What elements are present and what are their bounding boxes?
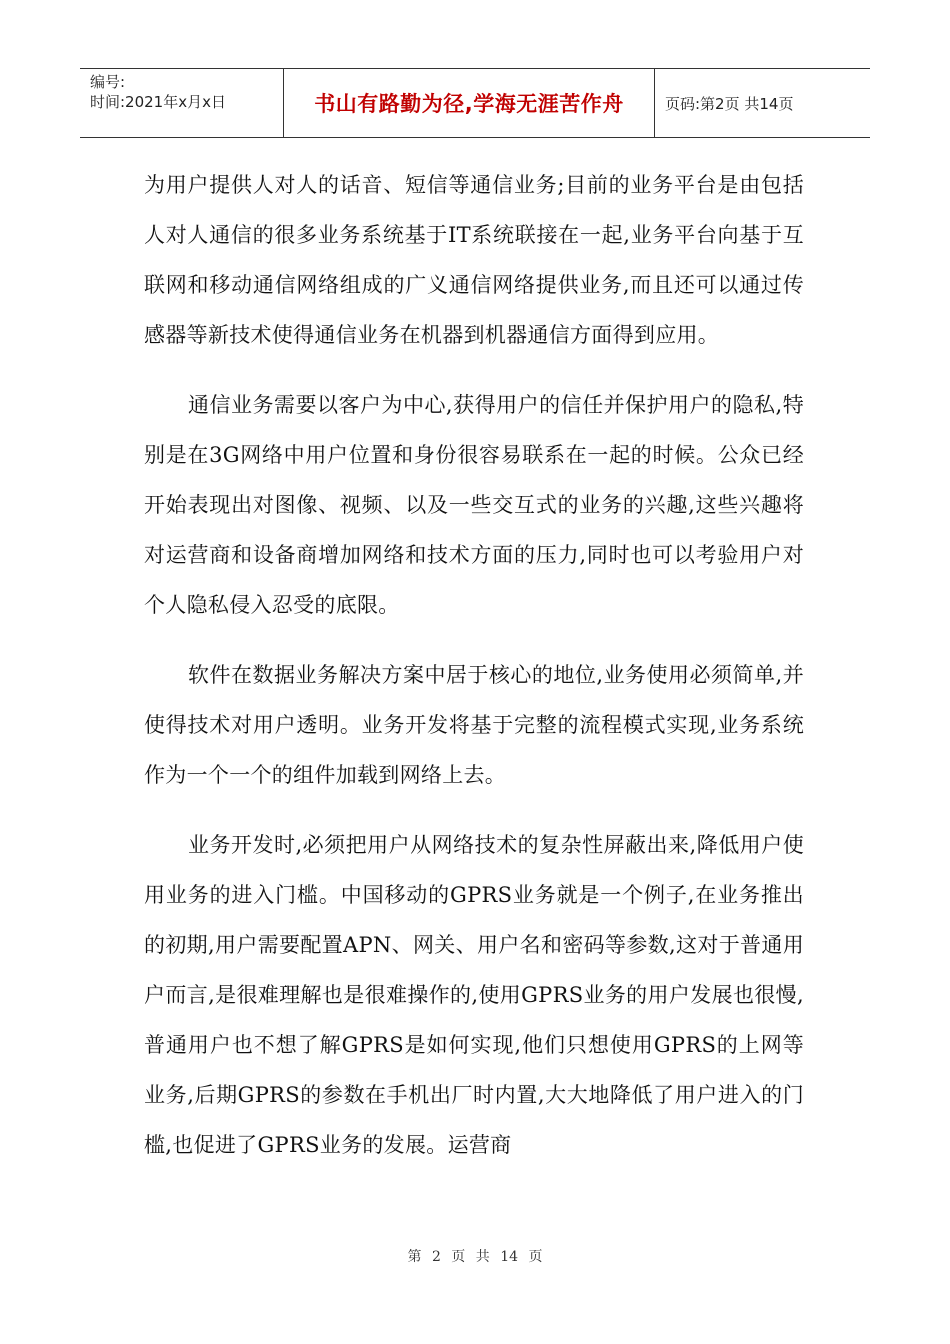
paragraph-1: 为用户提供人对人的话音、短信等通信业务;目前的业务平台是由包括人对人通信的很多业务系统基于IT系统联接在一起,业务平台向基于互联网和移动通信网络组成的广义通信网络提供业务,而且还可以通过传感器等新技术使得通信业务在机器到机器通信方面得到应用。 [144, 173, 804, 347]
header-meta-cell [80, 69, 284, 137]
paragraph-2: 通信业务需要以客户为中心,获得用户的信任并保护用户的隐私,特别是在3G网络中用户位置和身份很容易联系在一起的时候。公众已经开始表现出对图像、视频、以及一些交互式的业务的兴趣,这些兴趣将对运营商和设备商增加网络和技术方面的压力,同时也可以考验用户对个人隐私侵入忍受的底限。 [144, 393, 804, 617]
paragraph-4: 业务开发时,必须把用户从网络技术的复杂性屏蔽出来,降低用户使用业务的进入门槛。中国移动的GPRS业务就是一个例子,在业务推出的初期,用户需要配置APN、网关、用户名和密码等参数,这对于普通用户而言,是很难理解也是很难操作的,使用GPRS业务的用户发展也很慢,普通用户也不想了解GPRS是如何实现,他们只想使用GPRS的上网等业务,后期GPRS的参数在手机出厂时内置,大大地降低了用户进入的门槛,也促进了GPRS业务的发展。运营商 [144, 833, 804, 1157]
page-info: 页码:第2页 共14页 [665, 94, 794, 113]
header-motto-cell [284, 69, 655, 137]
document-body [144, 160, 804, 1190]
page-header [80, 68, 870, 138]
header-page-cell [655, 69, 870, 137]
time-label: 时间:2021年x月x日 [90, 93, 226, 111]
motto-text: 书山有路勤为径,学海无涯苦作舟 [314, 92, 624, 116]
paragraph-3: 软件在数据业务解决方案中居于核心的地位,业务使用必须简单,并使得技术对用户透明。业务开发将基于完整的流程模式实现,业务系统作为一个一个的组件加载到网络上去。 [144, 663, 804, 787]
serial-label: 编号: [90, 73, 126, 91]
page-footer: 第 2 页 共 14 页 [407, 1249, 543, 1265]
